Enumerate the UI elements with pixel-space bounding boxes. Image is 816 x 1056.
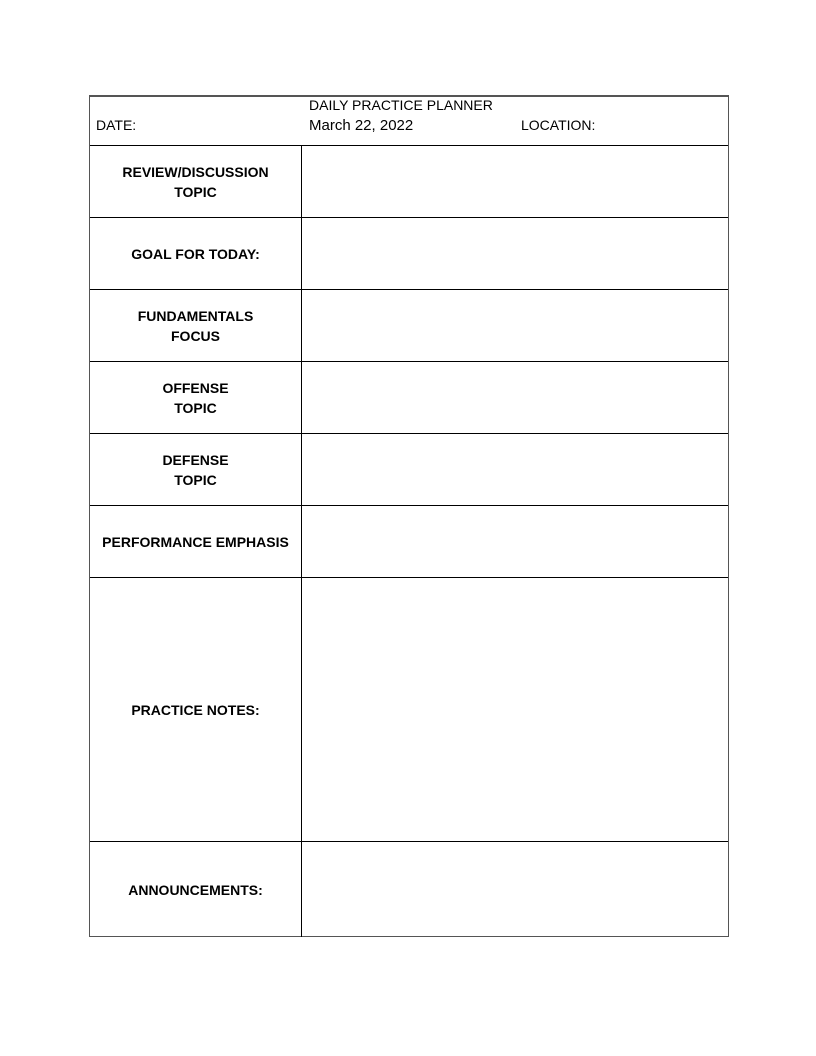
location-label: LOCATION: bbox=[521, 117, 596, 133]
row-label: REVIEW/DISCUSSION TOPIC bbox=[90, 146, 302, 217]
row-performance-emphasis bbox=[90, 506, 728, 578]
row-label: GOAL FOR TODAY: bbox=[90, 218, 302, 289]
offense-entry[interactable] bbox=[302, 362, 728, 433]
fundamentals-entry[interactable] bbox=[302, 290, 728, 361]
practice-planner-table bbox=[89, 95, 729, 937]
review-discussion-entry[interactable] bbox=[302, 146, 728, 217]
row-goal-for-today bbox=[90, 218, 728, 290]
row-practice-notes bbox=[90, 578, 728, 842]
defense-entry[interactable] bbox=[302, 434, 728, 505]
date-label: DATE: bbox=[96, 117, 137, 133]
planner-title: DAILY PRACTICE PLANNER bbox=[309, 97, 493, 113]
date-value[interactable]: March 22, 2022 bbox=[309, 117, 414, 134]
row-label: ANNOUNCEMENTS: bbox=[90, 842, 302, 937]
practice-notes-entry[interactable] bbox=[302, 578, 728, 841]
row-label: DEFENSE TOPIC bbox=[90, 434, 302, 505]
performance-entry[interactable] bbox=[302, 506, 728, 577]
row-review-discussion-topic bbox=[90, 146, 728, 218]
row-announcements bbox=[90, 842, 728, 937]
row-offense-topic bbox=[90, 362, 728, 434]
row-label: PRACTICE NOTES: bbox=[90, 578, 302, 841]
row-defense-topic bbox=[90, 434, 728, 506]
announcements-entry[interactable] bbox=[302, 842, 728, 937]
row-label: OFFENSE TOPIC bbox=[90, 362, 302, 433]
row-label: FUNDAMENTALS FOCUS bbox=[90, 290, 302, 361]
goal-entry[interactable] bbox=[302, 218, 728, 289]
planner-header bbox=[90, 97, 728, 146]
row-fundamentals-focus bbox=[90, 290, 728, 362]
row-label: PERFORMANCE EMPHASIS bbox=[90, 506, 302, 577]
